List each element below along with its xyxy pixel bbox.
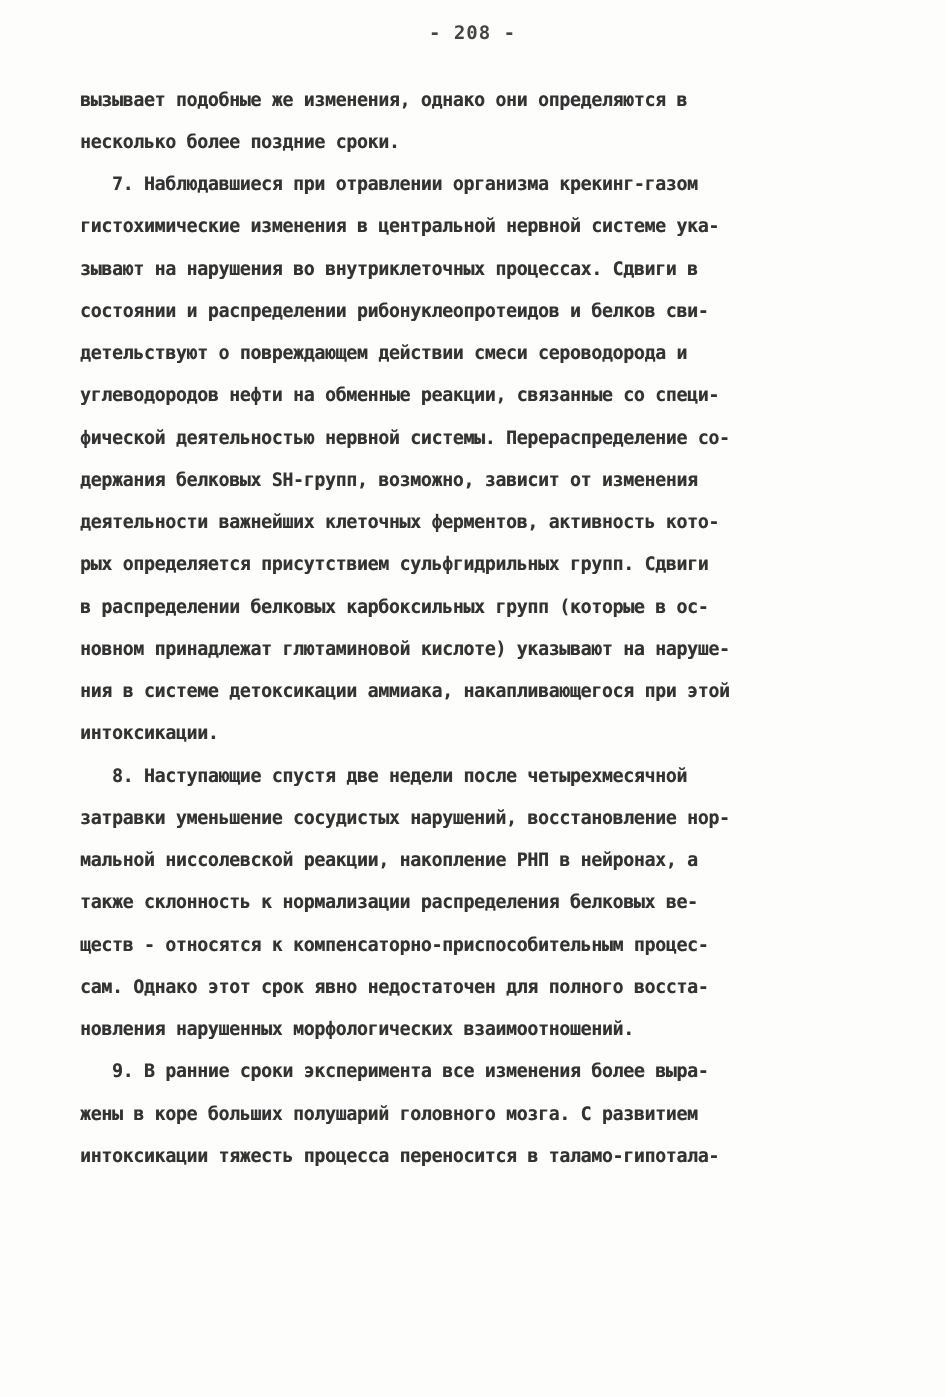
text-line: интоксикации тяжесть процесса переносится в таламо-гипотала- [80, 1146, 719, 1167]
text-line: 8. Наступающие спустя две недели после четырехмесячной [80, 766, 688, 787]
text-line: углеводородов нефти на обменные реакции, связанные со специ- [80, 385, 719, 406]
text-line: 9. В ранние сроки эксперимента все изменения более выра- [80, 1061, 709, 1082]
text-line: рых определяется присутствием сульфгидрильных групп. Сдвиги [80, 554, 709, 575]
text-line: вызывает подобные же изменения, однако они определяются в [80, 90, 688, 111]
text-line: мальной ниссолевской реакции, накопление РНП в нейронах, а [80, 850, 698, 871]
text-line: новном принадлежат глютаминовой кислоте) указывают на наруше- [80, 639, 730, 660]
text-line: детельствуют о повреждающем действии смеси сероводорода и [80, 343, 688, 364]
text-line: сам. Однако этот срок явно недостаточен для полного восста- [80, 977, 709, 998]
text-line: в распределении белковых карбоксильных групп (которые в ос- [80, 597, 709, 618]
text-line: затравки уменьшение сосудистых нарушений, восстановление нор- [80, 808, 730, 829]
page-number: - 208 - [428, 22, 517, 44]
text-line: деятельности важнейших клеточных ферментов, активность кото- [80, 512, 719, 533]
text-line: гистохимические изменения в центральной нервной системе ука- [80, 216, 719, 237]
text-line: 7. Наблюдавшиеся при отравлении организма крекинг-газом [80, 174, 698, 195]
text-line: фической деятельностью нервной системы. Перераспределение со- [80, 428, 730, 449]
text-line: состоянии и распределении рибонуклеопротеидов и белков сви- [80, 301, 709, 322]
text-line: держания белковых SH-групп, возможно, зависит от изменения [80, 470, 698, 491]
text-line: интоксикации. [80, 723, 219, 744]
text-line: также склонность к нормализации распределения белковых ве- [80, 892, 698, 913]
text-line: несколько более поздние сроки. [80, 132, 400, 153]
text-line: ния в системе детоксикации аммиака, накапливающегося при этой [80, 681, 730, 702]
text-line: жены в коре больших полушарий головного мозга. С развитием [80, 1104, 698, 1125]
text-line: новления нарушенных морфологических взаимоотношений. [80, 1019, 634, 1040]
text-line: зывают на нарушения во внутриклеточных процессах. Сдвиги в [80, 259, 698, 280]
text-line: ществ - относятся к компенсаторно-приспособительным процес- [80, 935, 709, 956]
